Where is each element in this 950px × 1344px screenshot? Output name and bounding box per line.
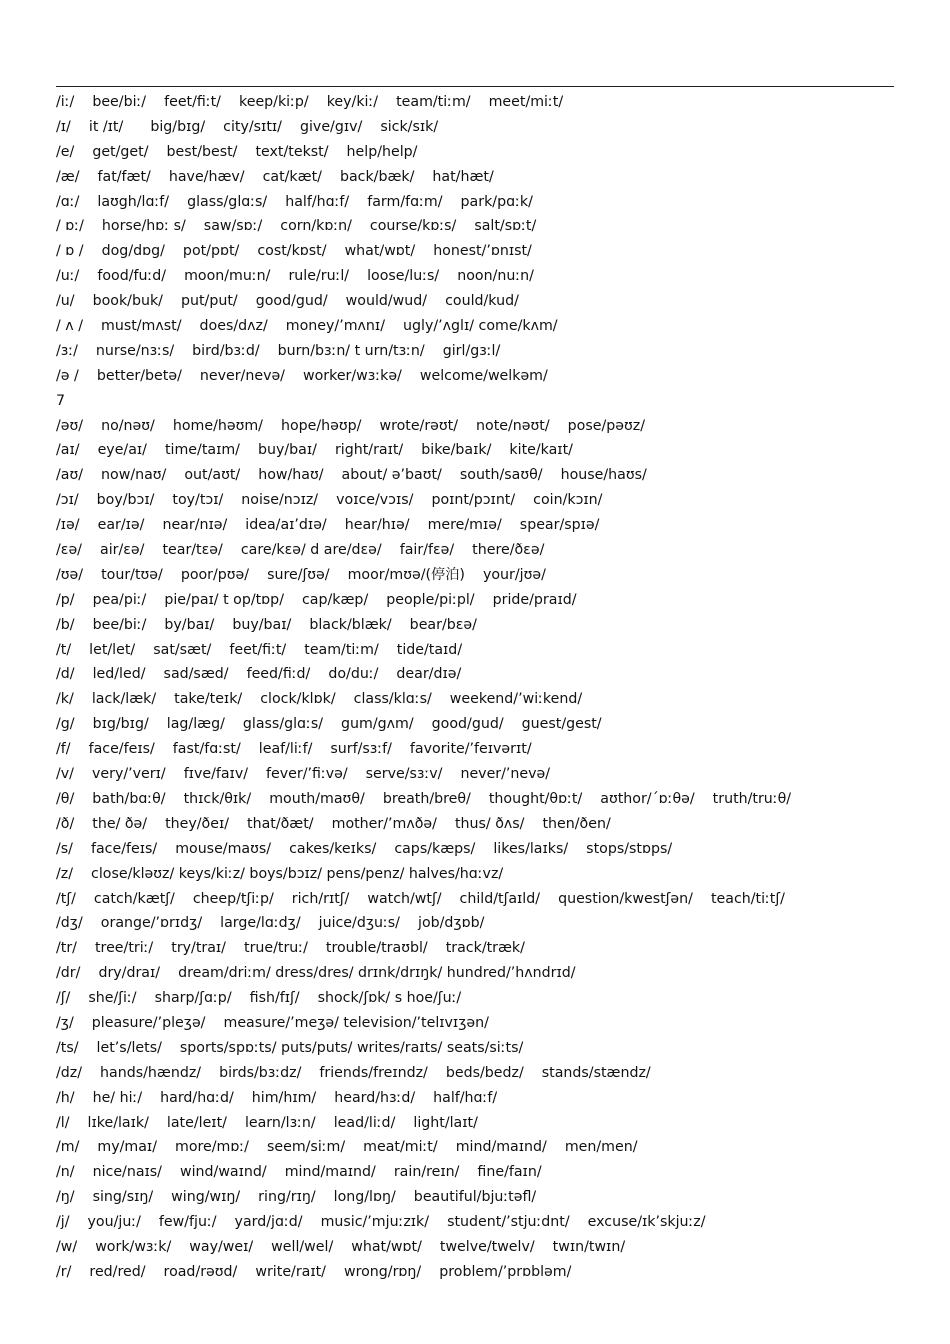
phonetic-line: /ŋ/ sing/sɪŋ/ wing/wɪŋ/ ring/rɪŋ/ long/lɒŋ/ beautiful/bjuːtəfl/ — [56, 1189, 537, 1206]
phonetic-line: /æ/ fat/fæt/ have/hæv/ cat/kæt/ back/bæk/ hat/hæt/ — [56, 168, 494, 185]
phonetic-line: /l/ lɪke/laɪk/ late/leɪt/ learn/lɜːn/ lead/liːd/ light/laɪt/ — [56, 1114, 478, 1131]
phonetic-line: / ɒ / dog/dɒg/ pot/pɒt/ cost/kɒst/ what/wɒt/ honest/’ɒnɪst/ — [56, 243, 532, 260]
phonetic-line: /aʊ/ now/naʊ/ out/aʊt/ how/haʊ/ about/ ə’baʊt/ south/saʊθ/ house/haʊs/ — [56, 467, 647, 484]
phonetic-line: /ɔɪ/ boy/bɔɪ/ toy/tɔɪ/ noise/nɔɪz/ voɪce/vɔɪs/ poɪnt/pɔɪnt/ coin/kɔɪn/ — [56, 492, 603, 509]
phonetic-line: /d/ led/led/ sad/sæd/ feed/fiːd/ do/duː/ dear/dɪə/ — [56, 666, 462, 683]
phonetic-line: /ʃ/ she/ʃiː/ sharp/ʃɑːp/ fish/fɪʃ/ shock/ʃɒk/ s hoe/ʃuː/ — [56, 990, 462, 1007]
phonetic-line: /t/ let/let/ sat/sæt/ feet/fiːt/ team/tiːm/ tide/taɪd/ — [56, 641, 463, 658]
phonetic-line: /e/ get/get/ best/best/ text/tekst/ help/help/ — [56, 143, 418, 160]
phonetic-line: /ɜː/ nurse/nɜːs/ bird/bɜːd/ burn/bɜːn/ t urn/tɜːn/ girl/gɜːl/ — [56, 342, 501, 359]
phonetic-line: /j/ you/juː/ few/fjuː/ yard/jɑːd/ music/’mjuːzɪk/ student/’stjuːdnt/ excuse/ɪk’skjuːz/ — [56, 1214, 706, 1231]
phonetic-line: /dʒ/ orange/’ɒrɪdʒ/ large/lɑːdʒ/ juice/dʒuːs/ job/dʒɒb/ — [56, 915, 485, 932]
phonetic-line: /n/ nice/naɪs/ wind/waɪnd/ mind/maɪnd/ rain/reɪn/ fine/faɪn/ — [56, 1164, 542, 1181]
phonetic-line: /v/ very/’verɪ/ fɪve/faɪv/ fever/’fiːvə/ serve/sɜːv/ never/’nevə/ — [56, 766, 551, 783]
phonetic-line: /ə / better/betə/ never/nevə/ worker/wɜːkə/ welcome/welkəm/ — [56, 367, 548, 384]
phonetic-line: /b/ bee/biː/ by/baɪ/ buy/baɪ/ black/blæk/ bear/bɛə/ — [56, 616, 477, 633]
phonetic-line: /ɑː/ laʊgh/lɑːf/ glass/glɑːs/ half/hɑːf/ farm/fɑːm/ park/pɑːk/ — [56, 193, 533, 210]
phonetic-line: /ʒ/ pleasure/’pleʒə/ measure/’meʒə/ television/’telɪvɪʒən/ — [56, 1014, 489, 1031]
phonetic-line: /dr/ dry/draɪ/ dream/driːm/ dress/dres/ drɪnk/drɪŋk/ hundred/’hʌndrɪd/ — [56, 965, 576, 982]
phonetic-line: /m/ my/maɪ/ more/mɒː/ seem/siːm/ meat/miːt/ mind/maɪnd/ men/men/ — [56, 1139, 638, 1156]
phonetic-line: /ts/ let’s/lets/ sports/spɒːts/ puts/puts/ writes/raɪts/ seats/siːts/ — [56, 1039, 524, 1056]
phonetic-line: /tr/ tree/triː/ try/traɪ/ true/truː/ trouble/traʊbl/ track/træk/ — [56, 940, 525, 957]
phonetic-line: /ɪ/ it /ɪt/ big/bɪg/ city/sɪtɪ/ give/gɪv/ sick/sɪk/ — [56, 118, 439, 135]
phonetic-line: /θ/ bath/bɑːθ/ thɪck/θɪk/ mouth/maʊθ/ breath/breθ/ thought/θɒːt/ aʊthor/΄ɒːθə/ truth/truːθ/ — [56, 790, 792, 807]
phonetic-line: /ɪə/ ear/ɪə/ near/nɪə/ idea/aɪ’dɪə/ hear/hɪə/ mere/mɪə/ spear/spɪə/ — [56, 517, 600, 534]
phonetic-line: /ð/ the/ ðə/ they/ðeɪ/ that/ðæt/ mother/’mʌðə/ thus/ ðʌs/ then/ðen/ — [56, 815, 611, 832]
phonetic-line: /uː/ food/fuːd/ moon/muːn/ rule/ruːl/ loose/luːs/ noon/nuːn/ — [56, 268, 534, 285]
phonetic-line: /k/ lack/læk/ take/teɪk/ clock/klɒk/ class/klɑːs/ weekend/’wiːkend/ — [56, 691, 583, 708]
header-rule — [56, 86, 894, 87]
phonetic-line: /ʊə/ tour/tʊə/ poor/pʊə/ sure/ʃʊə/ moor/mʊə/(停泊) your/jʊə/ — [56, 566, 546, 583]
phonetic-line: /f/ face/feɪs/ fast/fɑːst/ leaf/liːf/ surf/sɜːf/ favorite/’feɪvərɪt/ — [56, 741, 532, 758]
phonetic-line: /dz/ hands/hændz/ birds/bɜːdz/ friends/freɪndz/ beds/bedz/ stands/stændz/ — [56, 1064, 651, 1081]
phonetic-line: /z/ close/kləʊz/ keys/kiːz/ boys/bɔɪz/ pens/penz/ halves/hɑːvz/ — [56, 865, 504, 882]
phonetic-line: /p/ pea/piː/ pie/paɪ/ t op/tɒp/ cap/kæp/ people/piːpl/ pride/praɪd/ — [56, 591, 577, 608]
phonetic-list — [56, 90, 926, 1285]
phonetic-line: /u/ book/buk/ put/put/ good/gud/ would/wud/ could/kud/ — [56, 293, 519, 310]
phonetic-line: /w/ work/wɜːk/ way/weɪ/ well/wel/ what/wɒt/ twelve/twelv/ twɪn/twɪn/ — [56, 1238, 626, 1255]
phonetic-line: /h/ he/ hiː/ hard/hɑːd/ him/hɪm/ heard/hɜːd/ half/hɑːf/ — [56, 1089, 498, 1106]
phonetic-line: /iː/ bee/biː/ feet/fiːt/ keep/kiːp/ key/kiː/ team/tiːm/ meet/miːt/ — [56, 94, 564, 110]
phonetic-line: /tʃ/ catch/kætʃ/ cheep/tʃiːp/ rich/rɪtʃ/ watch/wtʃ/ child/tʃaɪld/ question/kwestʃən/ teach/tiːtʃ/ — [56, 890, 785, 907]
phonetic-line: / ʌ / must/mʌst/ does/dʌz/ money/’mʌnɪ/ ugly/’ʌglɪ/ come/kʌm/ — [56, 318, 558, 335]
phonetic-line: /r/ red/red/ road/rəʊd/ write/raɪt/ wrong/rɒŋ/ problem/’prɒbləm/ — [56, 1263, 572, 1280]
phonetic-line: /əʊ/ no/nəʊ/ home/həʊm/ hope/həʊp/ wrote/rəʊt/ note/nəʊt/ pose/pəʊz/ — [56, 417, 645, 434]
phonetic-line: /ɛə/ air/ɛə/ tear/tɛə/ care/kɛə/ d are/dɛə/ fair/fɛə/ there/ðɛə/ — [56, 542, 545, 559]
phonetic-line: /aɪ/ eye/aɪ/ time/taɪm/ buy/baɪ/ right/raɪt/ bike/baɪk/ kite/kaɪt/ — [56, 442, 573, 459]
phonetic-line: 7 — [56, 392, 66, 409]
phonetic-line: / ɒː/ horse/hɒː s/ saw/sɒː/ corn/kɒːn/ course/kɒːs/ salt/sɒːt/ — [56, 218, 537, 235]
phonetic-line: /s/ face/feɪs/ mouse/maʊs/ cakes/keɪks/ caps/kæps/ likes/laɪks/ stops/stɒps/ — [56, 840, 673, 857]
phonetic-line: /g/ bɪg/bɪg/ lag/læg/ glass/glɑːs/ gum/gʌm/ good/gud/ guest/gest/ — [56, 716, 602, 733]
